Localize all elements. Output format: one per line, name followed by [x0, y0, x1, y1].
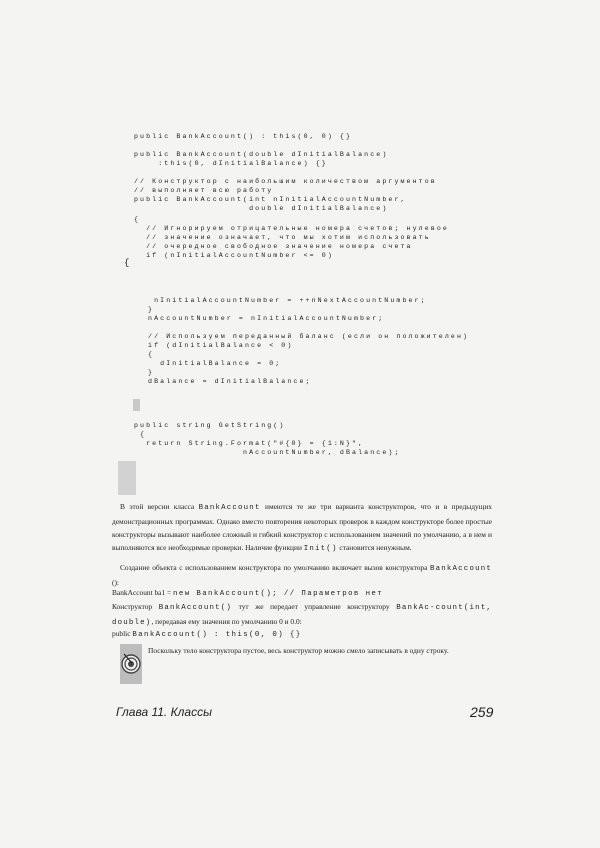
code-line: return String.Format("#{0} = {1:N}", — [134, 440, 365, 447]
code-line: BankAccount ba1 = new BankAccount(); // Параметров нет — [112, 588, 384, 598]
code-line: // Используем переданный баланс (если он положителен) — [142, 333, 470, 340]
code-line: // Игнорируем отрицательные номера счетов; нулевое — [134, 225, 449, 232]
code-line: if (nInitialAccountNumber <= 0) — [134, 252, 334, 259]
code-line: dBalance = dInitialBalance; — [142, 378, 312, 385]
code-line: // значение означает, что мы хотим использовать — [134, 234, 431, 241]
target-icon — [120, 644, 142, 684]
code-line: { — [142, 351, 155, 358]
page-number: 259 — [470, 704, 494, 720]
stray-brace: { — [124, 258, 130, 268]
paragraph: Конструктор BankAccount() тут же передает управление конструктору BankAc-count(int, double), передавая ему значения по умолчанию 0 и 0.0: — [112, 602, 492, 628]
code-line: public BankAccount() : this(0, 0) {} — [112, 629, 302, 639]
code-line: { — [134, 216, 141, 223]
scan-artifact — [118, 461, 136, 495]
code-block — [134, 215, 449, 260]
code-line: } — [142, 369, 155, 376]
code-line: // Конструктор с наибольшим количеством аргументов — [134, 178, 437, 185]
code-line: public BankAccount() : this(0, 0) {} — [134, 133, 353, 140]
target-icon-svg — [120, 644, 142, 684]
code-block — [134, 421, 401, 457]
note-text: Поскольку тело конструктора пустое, весь конструктор можно смело записывать в одну строку. — [148, 646, 449, 655]
code-line: :this(0, dInitialBalance) {} — [134, 160, 328, 167]
code-line: public BankAccount(double dInitialBalance) — [134, 151, 389, 158]
code-line: { — [134, 431, 147, 438]
code-line: nAccountNumber, dBalance); — [134, 449, 401, 456]
paragraph: Создание объекта с использованием конструктора по умолчанию включает вызов конструктора BankAccount (): — [112, 563, 492, 588]
paragraph: В этой версии класса BankAccount имеются те же три варианта конструкторов, что и в предыдущих демонстрационных программах. Однако вместо повторения некоторых проверок в каждом конструкторе более простые конструкторы вызывают наиболее сложный и гибкий конструктор с использованием значений по умолчанию, а в нем и выполняются все необходимые проверки. Наличие функции Init() становится ненужным. — [112, 502, 492, 554]
code-line: nInitialAccountNumber = ++nNextAccountNumber; — [142, 297, 427, 304]
code-line: dInitialBalance = 0; — [142, 360, 282, 367]
code-block — [134, 132, 437, 213]
code-line: if (dInitialBalance < 0) — [142, 342, 294, 349]
code-line: double dInitialBalance) — [134, 205, 389, 212]
code-line: public string GetString() — [134, 422, 286, 429]
code-line: } — [142, 306, 155, 313]
code-line: // выполняет всю работу — [134, 187, 274, 194]
chapter-title: Глава 11. Классы — [116, 705, 212, 719]
code-block — [142, 296, 469, 386]
code-line: // очередное свободное значение номера счета — [134, 243, 413, 250]
code-line: nAccountNumber = nInitialAccountNumber; — [142, 315, 385, 322]
code-line: public BankAccount(int nInitialAccountNumber, — [134, 196, 407, 203]
scan-artifact — [133, 399, 140, 411]
